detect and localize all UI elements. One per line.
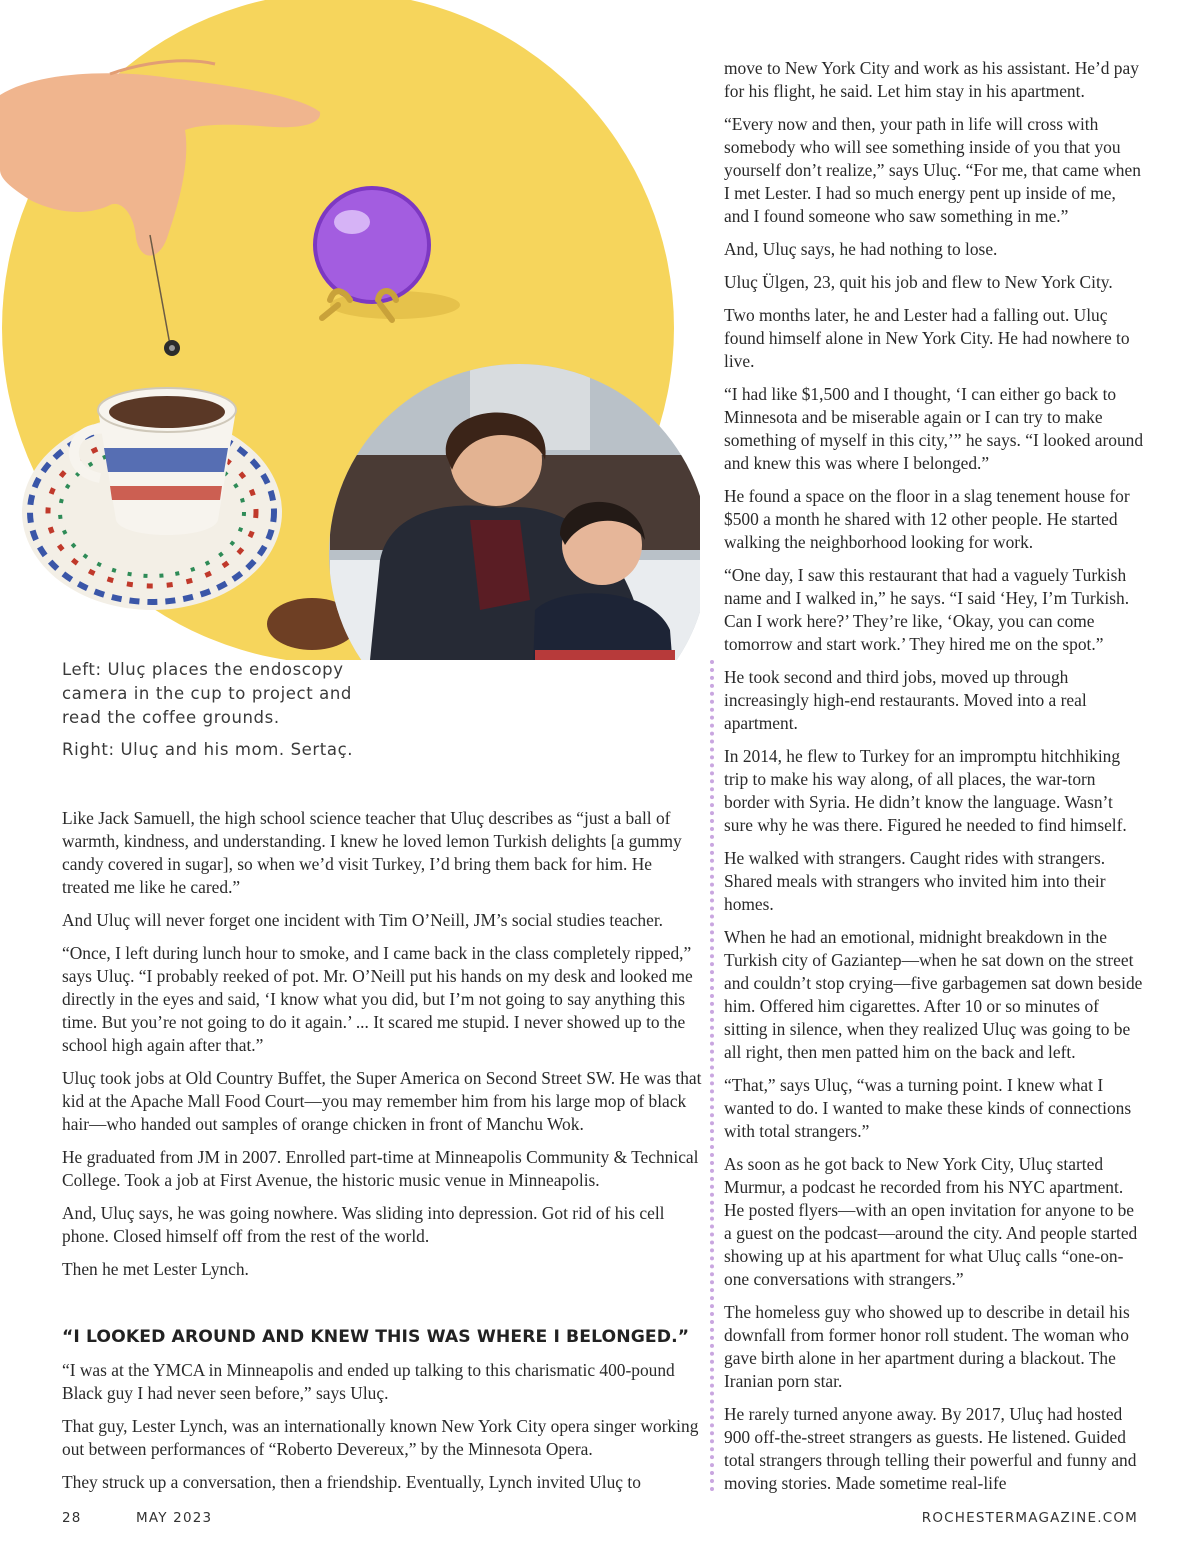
left-column	[62, 807, 702, 1504]
paragraph: And, Uluç says, he had nothing to lose.	[724, 239, 998, 259]
paragraph: Uluç Ülgen, 23, quit his job and flew to New York City.	[724, 272, 1113, 292]
website-url: ROCHESTERMAGAZINE.COM	[921, 1510, 1138, 1526]
pull-quote: “I LOOKED AROUND AND KNEW THIS WAS WHERE I BELONGED.”	[62, 1327, 690, 1347]
paragraph: The homeless guy who showed up to describe in detail his downfall from former honor roll student. The woman who gave birth alone in her apartment during a blackout. The Iranian porn star.	[724, 1302, 1130, 1391]
photo-caption	[62, 658, 362, 770]
paragraph: When he had an emotional, midnight breakdown in the Turkish city of Gaziantep—when he sat down on the street and couldn’t stop crying—five garbagemen sat down beside him. Offered him cigarettes. After 10 or so minutes of sitting in silence, when they realized Uluç was going to be all right, then men patted him on the back and left.	[724, 927, 1143, 1062]
caption-right: Right: Uluç and his mom. Sertaç.	[62, 740, 354, 759]
paragraph: Then he met Lester Lynch.	[62, 1259, 249, 1279]
issue-date: MAY 2023	[136, 1510, 213, 1526]
paragraph: He found a space on the floor in a slag tenement house for $500 a month he shared with 12 other people. He started walking the neighborhood looking for work.	[724, 486, 1130, 552]
paragraph: Two months later, he and Lester had a falling out. Uluç found himself alone in New York City. He had nowhere to live.	[724, 305, 1130, 371]
paragraph: That guy, Lester Lynch, was an internationally known New York City opera singer working out between performances of “Roberto Devereux,” by the Minnesota Opera.	[62, 1416, 699, 1459]
photo-collage	[0, 0, 700, 660]
paragraph: “Every now and then, your path in life will cross with somebody who will see something inside of you that you yourself don’t realize,” says Uluç. “For me, that came when I met Lester. I had so much energy pent up inside of me, and I found someone who saw something in me.”	[724, 114, 1141, 226]
paragraph: He walked with strangers. Caught rides with strangers. Shared meals with strangers who invited him into their homes.	[724, 848, 1106, 914]
paragraph: move to New York City and work as his assistant. He’d pay for his flight, he said. Let him stay in his apartment.	[724, 58, 1139, 101]
paragraph: In 2014, he flew to Turkey for an impromptu hitchhiking trip to make his way along, of all places, the war-torn border with Syria. He didn’t know the language. Wasn’t sure why he was there. Figured he needed to find himself.	[724, 746, 1127, 835]
paragraph: “I had like $1,500 and I thought, ‘I can either go back to Minnesota and be miserable again or I can try to make something of myself in this city,’” he says. “I looked around and knew this was where I belonged.”	[724, 384, 1144, 473]
paragraph: He took second and third jobs, moved up through increasingly high-end restaurants. Moved into a real apartment.	[724, 667, 1087, 733]
page-footer	[0, 1510, 1200, 1534]
paragraph: Uluç took jobs at Old Country Buffet, the Super America on Second Street SW. He was that kid at the Apache Mall Food Court—you may remember him from his large mop of black hair—who handed out samples of orange chicken in front of Manchu Wok.	[62, 1068, 702, 1134]
caption-left: Left: Uluç places the endoscopy camera in the cup to project and read the coffee grounds.	[62, 660, 352, 727]
paragraph: “Once, I left during lunch hour to smoke, and I came back in the class completely ripped,” says Uluç. “I probably reeked of pot. Mr. O’Neill put his hands on my desk and looked me directly in the eyes and said, ‘I know what you did, but I’m not going to say anything this time. But you’re not going to do it again.’ ... It scared me stupid. I never showed up to the school high again after that.”	[62, 943, 693, 1055]
paragraph: “One day, I saw this restaurant that had a vaguely Turkish name and I walked in,” he says. “I said ‘Hey, I’m Turkish. Can I work here?’ They’re like, ‘Okay, you can come tomorrow and start work.’ They hired me on the spot.”	[724, 565, 1130, 654]
paragraph: Like Jack Samuell, the high school science teacher that Uluç describes as “just a ball of warmth, kindness, and understanding. I knew he loved lemon Turkish delights [a gummy candy covered in sugar], so when we’d visit Turkey, I’d bring them back for him. He treated me like he cared.”	[62, 808, 682, 897]
paragraph: He rarely turned anyone away. By 2017, Uluç had hosted 900 off-the-street strangers as guests. He listened. Guided total strangers through telling their powerful and funny and moving stories. Made sometime real-life	[724, 1404, 1137, 1493]
paragraph: As soon as he got back to New York City, Uluç started Murmur, a podcast he recorded from his NYC apartment. He posted flyers—with an open invitation for anyone to be a guest on the podcast—around the city. And people started showing up at his apartment for what Uluç calls “one-on-one conversations with strangers.”	[724, 1154, 1138, 1289]
paragraph: And, Uluç says, he was going nowhere. Was sliding into depression. Got rid of his cell phone. Closed himself off from the rest of the world.	[62, 1203, 665, 1246]
page-number: 28	[62, 1510, 82, 1526]
paragraph: And Uluç will never forget one incident with Tim O’Neill, JM’s social studies teacher.	[62, 910, 664, 930]
paragraph: They struck up a conversation, then a friendship. Eventually, Lynch invited Uluç to	[62, 1472, 641, 1492]
paragraph: He graduated from JM in 2007. Enrolled part-time at Minneapolis Community & Technical College. Took a job at First Avenue, the historic music venue in Minneapolis.	[62, 1147, 699, 1190]
column-divider	[710, 660, 714, 1492]
right-column	[724, 57, 1144, 1505]
paragraph: “I was at the YMCA in Minneapolis and ended up talking to this charismatic 400-pound Black guy I had never seen before,” says Uluç.	[62, 1360, 675, 1403]
paragraph: “That,” says Uluç, “was a turning point. I knew what I wanted to do. I wanted to make these kinds of connections with total strangers.”	[724, 1075, 1132, 1141]
